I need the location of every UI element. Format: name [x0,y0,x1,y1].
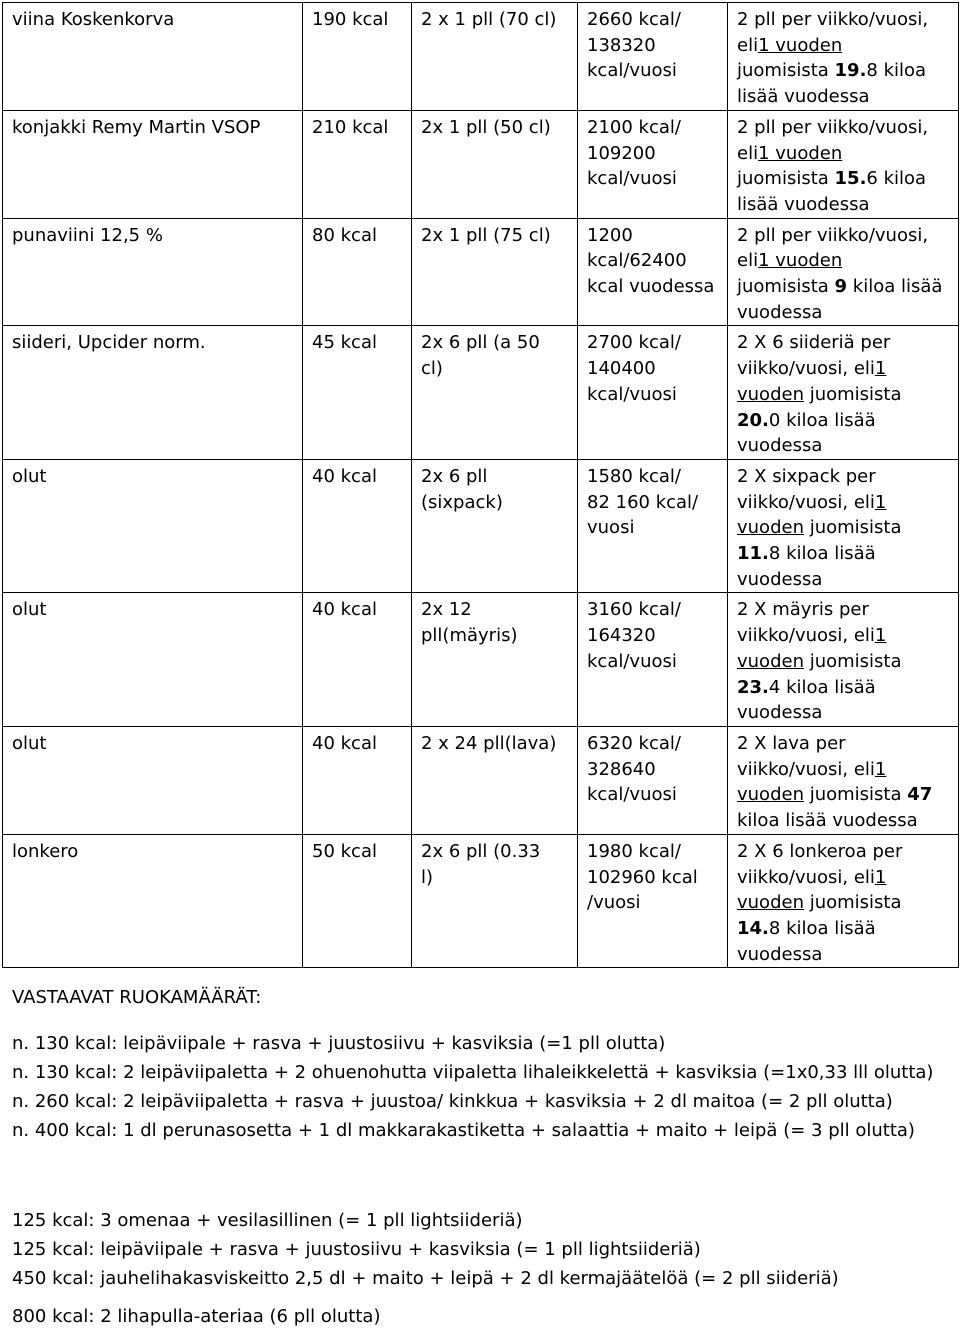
list-item: n. 130 kcal: 2 leipäviipaletta + 2 ohuenohutta viipaletta lihaleikkelettä + kasviksia (=1x0,33 lll olutta) [12,1062,934,1083]
yearly-kcal-cell: 1980 kcal/ 102960 kcal /vuosi [578,834,728,968]
list-item: 125 kcal: leipäviipale + rasva + juustosiivu + kasviksia (= 1 pll lightsiideriä) [12,1239,701,1260]
weight-gain-cell: 2 pll per viikko/vuosi, eli1 vuoden juomisista 15.6 kiloa lisää vuodessa [728,110,959,218]
yearly-kcal-cell: 2700 kcal/ 140400 kcal/vuosi [578,326,728,460]
kcal-cell: 190 kcal [303,3,412,111]
kcal-cell: 45 kcal [303,326,412,460]
kcal-cell: 80 kcal [303,218,412,326]
table-row [3,3,959,111]
drink-name-cell: konjakki Remy Martin VSOP [3,110,303,218]
amount-cell: 2x 6 pll (a 50 cl) [412,326,578,460]
yearly-kcal-cell: 1200 kcal/62400 kcal vuodessa [578,218,728,326]
amount-cell: 2 x 24 pll(lava) [412,726,578,834]
drink-name-cell: olut [3,459,303,593]
kcal-cell: 40 kcal [303,593,412,727]
kcal-cell: 40 kcal [303,726,412,834]
yearly-kcal-cell: 2100 kcal/ 109200 kcal/vuosi [578,110,728,218]
drink-name-cell: lonkero [3,834,303,968]
drink-name-cell: olut [3,593,303,727]
weight-gain-cell: 2 pll per viikko/vuosi, eli1 vuoden juomisista 9 kiloa lisää vuodessa [728,218,959,326]
food-equivalents-heading: VASTAAVAT RUOKAMÄÄRÄT: [12,987,262,1008]
table-row [3,726,959,834]
drink-calorie-table [2,2,959,968]
weight-gain-cell: 2 pll per viikko/vuosi, eli1 vuoden juomisista 19.8 kiloa lisää vuodessa [728,3,959,111]
yearly-kcal-cell: 1580 kcal/ 82 160 kcal/ vuosi [578,459,728,593]
weight-gain-cell: 2 X 6 lonkeroa per viikko/vuosi, eli1 vuoden juomisista 14.8 kiloa lisää vuodessa [728,834,959,968]
amount-cell: 2x 12 pll(mäyris) [412,593,578,727]
weight-gain-cell: 2 X lava per viikko/vuosi, eli1 vuoden juomisista 47 kiloa lisää vuodessa [728,726,959,834]
amount-cell: 2 x 1 pll (70 cl) [412,3,578,111]
drink-name-cell: punaviini 12,5 % [3,218,303,326]
drink-name-cell: viina Koskenkorva [3,3,303,111]
table-row [3,459,959,593]
food-equivalents-list-1 [12,1029,952,1145]
food-equivalents-list-2 [12,1206,952,1293]
amount-cell: 2x 6 pll (sixpack) [412,459,578,593]
table-row [3,110,959,218]
list-item: 800 kcal: 2 lihapulla-ateriaa (6 pll olutta) [12,1306,381,1327]
amount-cell: 2x 6 pll (0.33 l) [412,834,578,968]
list-item: 125 kcal: 3 omenaa + vesilasillinen (= 1 pll lightsiideriä) [12,1210,523,1231]
amount-cell: 2x 1 pll (50 cl) [412,110,578,218]
yearly-kcal-cell: 2660 kcal/ 138320 kcal/vuosi [578,3,728,111]
weight-gain-cell: 2 X sixpack per viikko/vuosi, eli1 vuoden juomisista 11.8 kiloa lisää vuodessa [728,459,959,593]
list-item: n. 130 kcal: leipäviipale + rasva + juustosiivu + kasviksia (=1 pll olutta) [12,1033,666,1054]
table-row [3,593,959,727]
table-row [3,834,959,968]
kcal-cell: 210 kcal [303,110,412,218]
kcal-cell: 40 kcal [303,459,412,593]
weight-gain-cell: 2 X 6 siideriä per viikko/vuosi, eli1 vuoden juomisista 20.0 kiloa lisää vuodessa [728,326,959,460]
yearly-kcal-cell: 3160 kcal/ 164320 kcal/vuosi [578,593,728,727]
drink-name-cell: siideri, Upcider norm. [3,326,303,460]
table-row [3,218,959,326]
kcal-cell: 50 kcal [303,834,412,968]
list-item: 450 kcal: jauhelihakasviskeitto 2,5 dl + maito + leipä + 2 dl kermajäätelöä (= 2 pll siideriä) [12,1268,839,1289]
list-item: n. 260 kcal: 2 leipäviipaletta + rasva + juustoa/ kinkkua + kasviksia + 2 dl maitoa (= 2 pll olutta) [12,1091,893,1112]
table-row [3,326,959,460]
drink-name-cell: olut [3,726,303,834]
list-item: n. 400 kcal: 1 dl perunasosetta + 1 dl makkarakastiketta + salaattia + maito + leipä (= 3 pll olutta) [12,1120,915,1141]
food-equivalents-list-3 [12,1302,952,1331]
amount-cell: 2x 1 pll (75 cl) [412,218,578,326]
weight-gain-cell: 2 X mäyris per viikko/vuosi, eli1 vuoden juomisista 23.4 kiloa lisää vuodessa [728,593,959,727]
yearly-kcal-cell: 6320 kcal/ 328640 kcal/vuosi [578,726,728,834]
